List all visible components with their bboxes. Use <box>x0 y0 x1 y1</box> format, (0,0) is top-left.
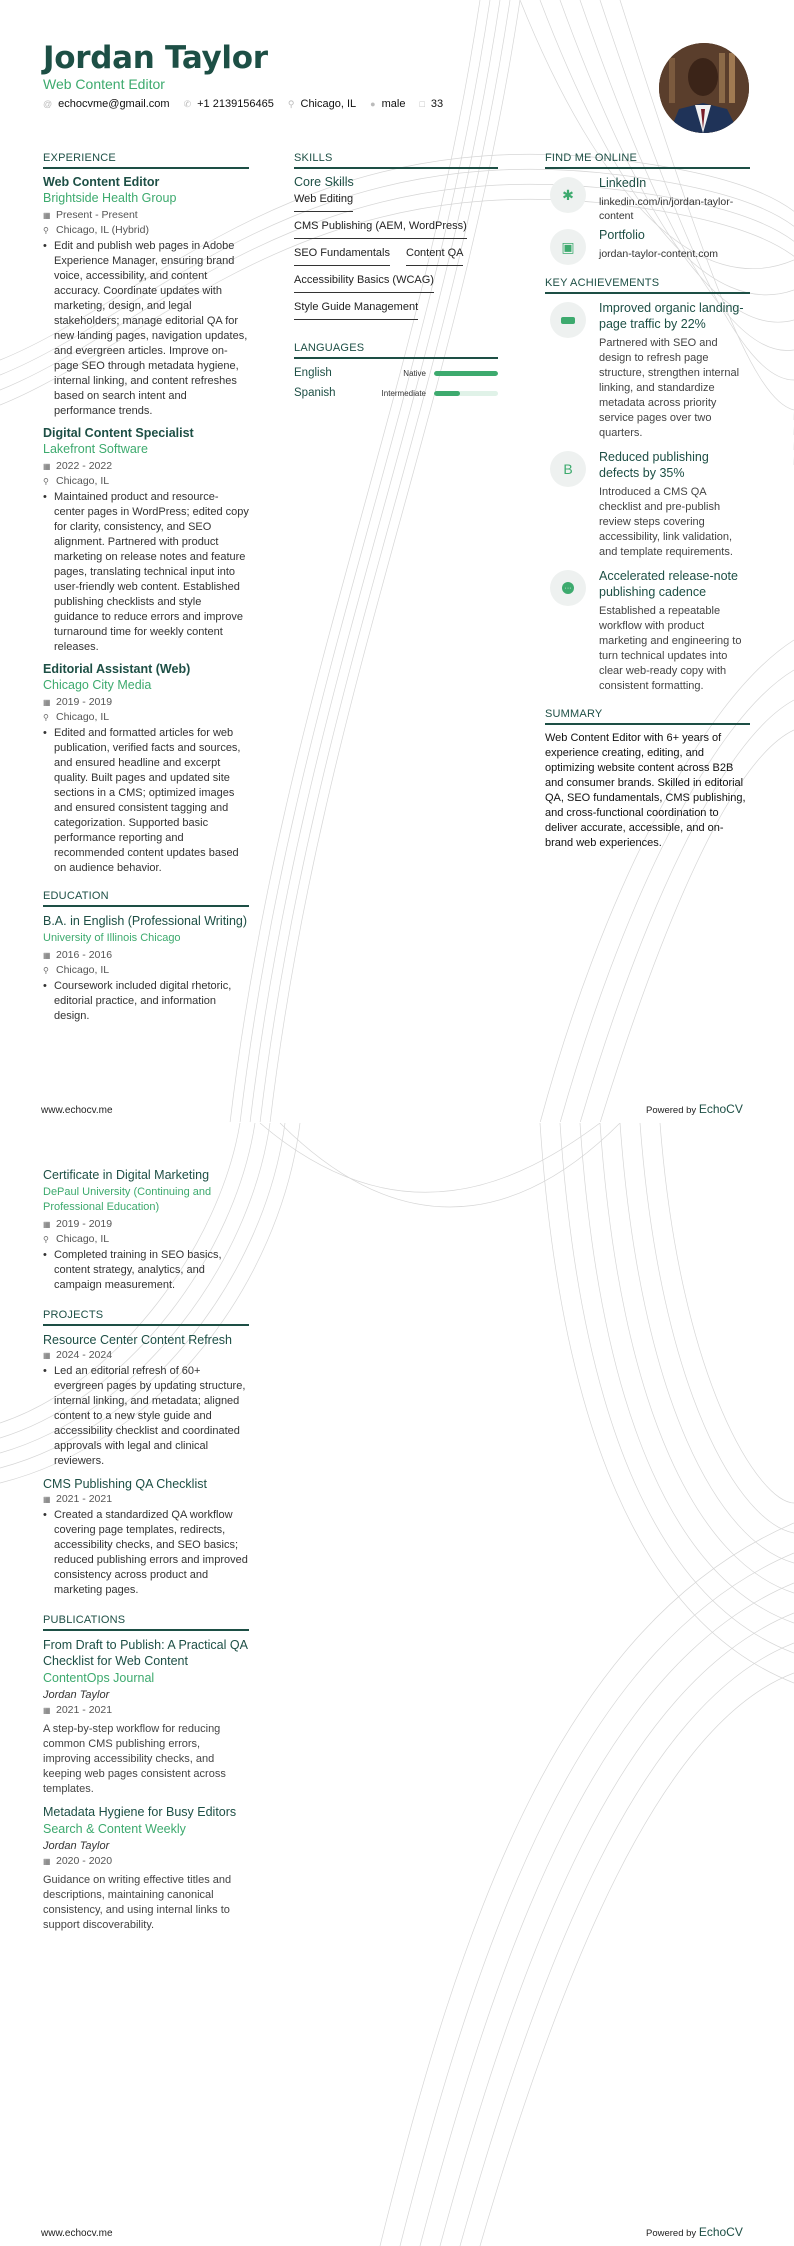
achievement-title: Accelerated release-note publishing cadence <box>599 569 738 599</box>
experience-item <box>43 175 249 419</box>
edu-dates: 2019 - 2019 <box>56 1218 113 1230</box>
job-description <box>43 239 249 419</box>
language-level: Native <box>403 368 426 378</box>
publication-item <box>43 1804 249 1933</box>
job-location: Chicago, IL (Hybrid) <box>56 224 149 236</box>
contact-age <box>419 98 443 110</box>
job-company: Brightside Health Group <box>43 191 177 205</box>
location-pin-icon: ⚲ <box>43 713 49 722</box>
calendar-icon: ▦ <box>43 951 51 960</box>
powered-prefix: Powered by <box>646 2228 697 2239</box>
location-pin-icon: ⚲ <box>43 226 49 235</box>
job-dates-row <box>43 208 249 223</box>
age-value: 33 <box>430 98 444 110</box>
bullet-dot: • <box>43 727 47 739</box>
language-bar <box>434 371 498 376</box>
more-dots-icon: ··· <box>550 570 586 606</box>
edu-location-row <box>43 1232 249 1247</box>
language-bar-fill <box>434 391 460 396</box>
bullet-dot: • <box>43 1509 47 1521</box>
bullet-dot: • <box>43 1365 47 1377</box>
contact-gender <box>370 98 405 110</box>
publication-dates-row <box>43 1703 249 1718</box>
skill-tag: Web Editing <box>294 193 353 212</box>
project-description-text: Created a standardized QA workflow covering page templates, redirects, accessibility checks, and SEO basics; reduced publishing errors and improved consistency across product and marketing pages. <box>54 1509 248 1596</box>
project-dates: 2024 - 2024 <box>56 1349 113 1361</box>
publication-item <box>43 1637 249 1797</box>
link-name: Portfolio <box>599 228 645 242</box>
bullet-dot: • <box>43 240 47 252</box>
project-description-text: Led an editorial refresh of 60+ evergreen pages by updating structure, internal linking, and metadata; aligned content to a new style guide and accessibility checklist and coordinated approvals with legal and clinical reviewers. <box>54 1365 246 1467</box>
job-description <box>43 490 249 655</box>
job-company: Lakefront Software <box>43 442 148 456</box>
job-description-text: Edited and formatted articles for web publication, verified facts and sources, and ensured headline and excerpt quality. Built pages and updated site sections in a CMS; optimized images and ensured consistent tagging and categorization. Supported basic performance reporting and recommended content updates based on audience behavior. <box>54 727 241 874</box>
footer-website[interactable]: www.echocv.me <box>41 2228 113 2239</box>
education-item <box>43 1167 249 1293</box>
contact-location <box>288 98 356 110</box>
publication-dates: 2020 - 2020 <box>56 1855 113 1867</box>
location-pin-icon: ⚲ <box>287 98 295 109</box>
powered-brand[interactable]: EchoCV <box>698 1102 743 1116</box>
job-role: Digital Content Specialist <box>43 426 194 440</box>
calendar-icon: ▦ <box>43 1220 51 1229</box>
avatar <box>659 43 749 133</box>
project-item <box>43 1476 249 1598</box>
profile-photo <box>659 43 749 133</box>
language-bar-fill <box>434 371 498 376</box>
left-column-continued <box>43 1165 249 1940</box>
edu-dates-row <box>43 1217 249 1232</box>
calendar-icon: ▦ <box>43 698 51 707</box>
publication-description: A step-by-step workflow for reducing common CMS publishing errors, improving accessibility checks, and keeping web pages consistent across templates. <box>43 1723 226 1795</box>
storefront-icon: ▣ <box>550 229 586 265</box>
experience-item <box>43 426 249 655</box>
footer-website[interactable]: www.echocv.me <box>41 1105 113 1116</box>
achievement-description: Introduced a CMS QA checklist and pre-publish review steps covering accessibility, link validation, and template requirements. <box>599 486 733 558</box>
project-item <box>43 1332 249 1469</box>
achievements-heading: KEY ACHIEVEMENTS <box>545 277 750 294</box>
language-item <box>294 387 498 399</box>
project-description <box>43 1508 249 1598</box>
contact-phone[interactable] <box>184 98 274 110</box>
edu-description-text: Completed training in SEO basics, content strategy, analytics, and campaign measurement. <box>54 1249 222 1291</box>
job-dates: 2022 - 2022 <box>56 460 113 472</box>
powered-brand[interactable]: EchoCV <box>698 2225 743 2239</box>
publication-dates: 2021 - 2021 <box>56 1704 113 1716</box>
education-item <box>43 913 249 1024</box>
calendar-icon: ▦ <box>43 1706 51 1715</box>
powered-by <box>646 1102 743 1116</box>
calendar-icon: ▦ <box>43 462 51 471</box>
language-item <box>294 367 498 379</box>
right-column <box>545 152 750 851</box>
powered-by <box>646 2225 743 2239</box>
achievement-title: Reduced publishing defects by 35% <box>599 450 709 480</box>
publication-description: Guidance on writing effective titles and descriptions, maintaining canonical consistency, and using internal links to support discoverability. <box>43 1874 232 1931</box>
contact-bar <box>43 98 443 110</box>
job-description-text: Maintained product and resource-center pages in WordPress; edited copy for clarity, consistency, and SEO alignment. Partnered with product marketing on release notes and feature pages, translating technical input into user-friendly web content. Established publishing checklists and style guidance to reduce errors and improve turnaround time for weekly content releases. <box>54 491 249 653</box>
middle-column <box>294 152 498 399</box>
job-dates-row <box>43 459 249 474</box>
edu-location: Chicago, IL <box>56 964 110 976</box>
language-name: Spanish <box>294 387 336 399</box>
edu-description <box>43 1248 249 1293</box>
skill-tag: Accessibility Basics (WCAG) <box>294 274 434 293</box>
publication-author: Jordan Taylor <box>43 1689 110 1701</box>
project-dates-row <box>43 1348 249 1363</box>
publication-title: From Draft to Publish: A Practical QA Checklist for Web Content <box>43 1638 248 1668</box>
online-heading: FIND ME ONLINE <box>545 152 750 169</box>
edu-description <box>43 979 249 1024</box>
person-icon: ● <box>370 99 376 109</box>
bullet-dot: • <box>43 1249 47 1261</box>
at-icon: @ <box>43 99 53 109</box>
project-dates: 2021 - 2021 <box>56 1493 113 1505</box>
language-name: English <box>294 367 332 379</box>
job-dates: 2019 - 2019 <box>56 696 113 708</box>
link-url[interactable]: jordan-taylor-content.com <box>599 248 719 260</box>
calendar-icon: ▦ <box>43 1351 51 1360</box>
publication-dates-row <box>43 1854 249 1869</box>
job-role: Web Content Editor <box>43 175 160 189</box>
job-location-row <box>43 223 249 238</box>
skill-category: Core Skills <box>294 175 354 189</box>
location-pin-icon: ⚲ <box>43 477 49 486</box>
email-value: echocvme@gmail.com <box>58 98 170 110</box>
project-description <box>43 1364 249 1469</box>
location-value: Chicago, IL <box>300 98 357 110</box>
location-pin-icon: ⚲ <box>43 1235 49 1244</box>
bullet-dot: • <box>43 980 47 992</box>
letter-b-icon: B <box>550 451 586 487</box>
achievement-item <box>545 449 750 560</box>
resume-page-1 <box>0 0 794 1122</box>
candidate-name: Jordan Taylor <box>43 40 268 76</box>
skills-heading: SKILLS <box>294 152 498 169</box>
linkedin-icon: ✱ <box>550 177 586 213</box>
degree: Certificate in Digital Marketing <box>43 1168 210 1182</box>
job-role: Editorial Assistant (Web) <box>43 662 191 676</box>
project-name: CMS Publishing QA Checklist <box>43 1477 207 1491</box>
experience-item <box>43 662 249 876</box>
job-description-text: Edit and publish web pages in Adobe Experience Manager, ensuring brand voice, accessibility, and content accuracy. Coordinate updates with marketing, design, and legal stakeholders; manage editorial QA for new landing pages, navigation updates, and evergreen articles. Improve on-page SEO through metadata hygiene, internal linking, and content refreshes based on search intent and performance trends. <box>54 240 248 417</box>
left-column <box>43 152 249 1031</box>
skill-tag: SEO Fundamentals <box>294 247 390 266</box>
edu-location-row <box>43 963 249 978</box>
job-company: Chicago City Media <box>43 678 152 692</box>
edu-dates-row <box>43 948 249 963</box>
publication-publisher: Search & Content Weekly <box>43 1822 186 1836</box>
skill-tag: Content QA <box>406 247 463 266</box>
battery-icon <box>550 302 586 338</box>
calendar-icon: ▦ <box>43 1495 51 1504</box>
skill-tag: Style Guide Management <box>294 301 418 320</box>
online-link-item[interactable] <box>545 175 750 223</box>
powered-prefix: Powered by <box>646 1105 697 1116</box>
job-dates-row <box>43 695 249 710</box>
job-location-row <box>43 474 249 489</box>
calendar-icon: □ <box>419 99 425 109</box>
calendar-icon: ▦ <box>43 211 51 220</box>
job-location-row <box>43 710 249 725</box>
project-name: Resource Center Content Refresh <box>43 1333 232 1347</box>
edu-dates: 2016 - 2016 <box>56 949 113 961</box>
summary-heading: SUMMARY <box>545 708 750 725</box>
projects-heading: PROJECTS <box>43 1309 249 1326</box>
phone-value: +1 2139156465 <box>197 98 274 110</box>
publications-heading: PUBLICATIONS <box>43 1614 249 1631</box>
achievement-description: Established a repeatable workflow with product marketing and engineering to turn technical updates into clear web-ready copy with consistent formatting. <box>599 605 742 692</box>
publication-title: Metadata Hygiene for Busy Editors <box>43 1805 237 1819</box>
degree: B.A. in English (Professional Writing) <box>43 914 248 928</box>
edu-location: Chicago, IL <box>56 1233 110 1245</box>
calendar-icon: ▦ <box>43 1857 51 1866</box>
phone-icon: ✆ <box>183 98 192 109</box>
online-link-item[interactable] <box>545 227 750 265</box>
contact-email[interactable] <box>43 98 170 110</box>
publication-author: Jordan Taylor <box>43 1840 110 1852</box>
summary-text: Web Content Editor with 6+ years of experience creating, editing, and optimizing website content across B2B and consumer brands. Skilled in editorial QA, SEO fundamentals, CMS publishing, and cross-functional coordination to deliver accurate, accessible, and on-brand web experiences. <box>545 732 746 849</box>
bullet-dot: • <box>43 491 47 503</box>
resume-page-2 <box>0 1123 794 2246</box>
languages-heading: LANGUAGES <box>294 342 498 359</box>
achievement-title: Improved organic landing-page traffic by 22% <box>599 301 744 331</box>
experience-heading: EXPERIENCE <box>43 152 249 169</box>
achievement-description: Partnered with SEO and design to refresh page structure, strengthen internal linking, and standardize metadata across priority service pages over two quarters. <box>599 337 740 439</box>
link-url[interactable]: linkedin.com/in/jordan-taylor-content <box>599 196 734 222</box>
link-name: LinkedIn <box>599 176 647 190</box>
job-location: Chicago, IL <box>56 711 110 723</box>
project-dates-row <box>43 1492 249 1507</box>
job-dates: Present - Present <box>56 209 138 221</box>
school: University of Illinois Chicago <box>43 932 181 944</box>
gender-value: male <box>381 98 406 110</box>
location-pin-icon: ⚲ <box>43 966 49 975</box>
candidate-title: Web Content Editor <box>43 76 165 92</box>
achievement-item <box>545 300 750 441</box>
language-level: Intermediate <box>381 388 426 398</box>
education-heading: EDUCATION <box>43 890 249 907</box>
edu-description-text: Coursework included digital rhetoric, editorial practice, and information design. <box>54 980 232 1022</box>
skill-tag: CMS Publishing (AEM, WordPress) <box>294 220 467 239</box>
job-location: Chicago, IL <box>56 475 110 487</box>
job-description <box>43 726 249 876</box>
school: DePaul University (Continuing and Professional Education) <box>43 1186 212 1213</box>
language-bar <box>434 391 498 396</box>
publication-publisher: ContentOps Journal <box>43 1671 155 1685</box>
skills-list <box>294 193 498 328</box>
achievement-item <box>545 568 750 694</box>
